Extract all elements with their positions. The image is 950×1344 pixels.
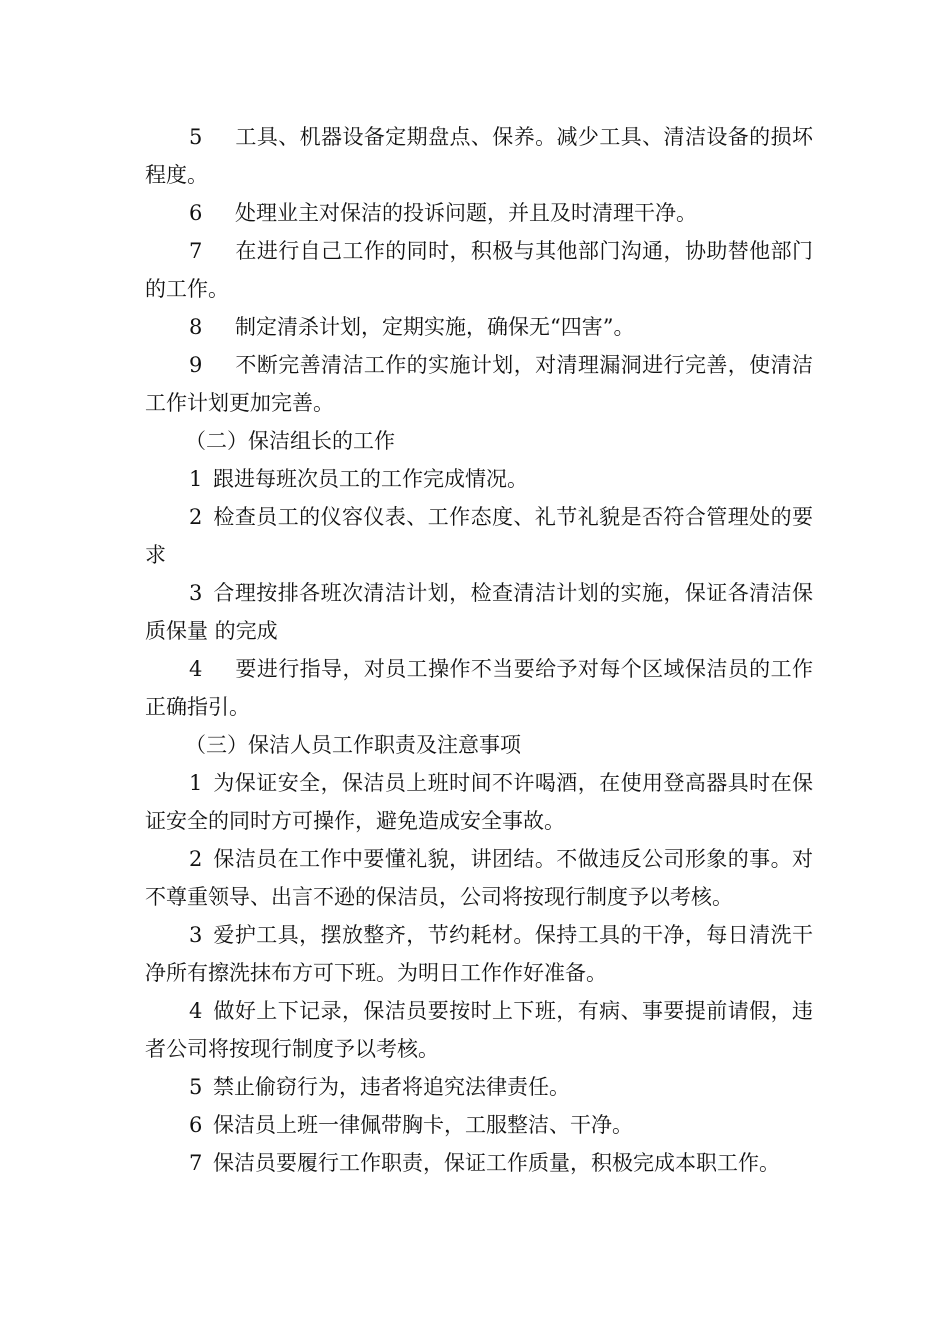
item-text: 保洁员在工作中要懂礼貌，讲团结。不做违反公司形象的事。对不尊重领导、出言不逊的保洁员，公司将按现行制度予以考核。 xyxy=(145,847,813,909)
paragraph-item-9 xyxy=(145,346,813,422)
item-number: 2 xyxy=(189,505,203,529)
item-text: 为保证安全，保洁员上班时间不许喝酒，在使用登高器具时在保证安全的同时方可操作，避免造成安全事故。 xyxy=(145,771,813,833)
item-text: 合理按排各班次清洁计划，检查清洁计划的实施，保证各清洁保质保量 的完成 xyxy=(145,581,813,643)
item-number: 1 xyxy=(189,467,203,491)
item-text: 禁止偷窃行为，违者将追究法律责任。 xyxy=(213,1075,570,1099)
item-text: 做好上下记录，保洁员要按时上下班，有病、事要提前请假，违者公司将按现行制度予以考核。 xyxy=(145,999,813,1061)
item-number: 6 xyxy=(189,201,203,225)
item-text: 制定清杀计划，定期实施，确保无“四害”。 xyxy=(235,315,635,339)
paragraph-leader-3 xyxy=(145,574,813,650)
item-text: 不断完善清洁工作的实施计划，对清理漏洞进行完善，使清洁工作计划更加完善。 xyxy=(145,353,813,415)
paragraph-staff-6 xyxy=(145,1106,813,1144)
paragraph-leader-1 xyxy=(145,460,813,498)
paragraph-staff-5 xyxy=(145,1068,813,1106)
item-number: 4 xyxy=(189,657,203,681)
item-number: 9 xyxy=(189,353,203,377)
item-text: 爱护工具，摆放整齐，节约耗材。保持工具的干净，每日清洗干净所有擦洗抹布方可下班。为明日工作作好准备。 xyxy=(145,923,813,985)
item-text: 要进行指导，对员工操作不当要给予对每个区域保洁员的工作正确指引。 xyxy=(145,657,813,719)
paragraph-staff-7 xyxy=(145,1144,813,1182)
item-number: 7 xyxy=(189,239,203,263)
item-number: 7 xyxy=(189,1151,203,1175)
item-number: 8 xyxy=(189,315,203,339)
item-text: 处理业主对保洁的投诉问题，并且及时清理干净。 xyxy=(235,201,697,225)
item-text: 保洁员要履行工作职责，保证工作质量，积极完成本职工作。 xyxy=(213,1151,780,1175)
item-text: 工具、机器设备定期盘点、保养。减少工具、清洁设备的损坏程度。 xyxy=(145,125,813,187)
paragraph-leader-4 xyxy=(145,650,813,726)
paragraph-leader-2 xyxy=(145,498,813,574)
item-number: 3 xyxy=(189,923,203,947)
item-number: 1 xyxy=(189,771,203,795)
paragraph-item-5 xyxy=(145,118,813,194)
item-number: 4 xyxy=(189,999,203,1023)
paragraph-item-7 xyxy=(145,232,813,308)
paragraph-staff-3 xyxy=(145,916,813,992)
item-text: 跟进每班次员工的工作完成情况。 xyxy=(213,467,528,491)
paragraph-item-8 xyxy=(145,308,813,346)
section-heading-3: （三）保洁人员工作职责及注意事项 xyxy=(185,733,521,757)
document-body xyxy=(145,118,813,1182)
paragraph-staff-1 xyxy=(145,764,813,840)
paragraph-staff-4 xyxy=(145,992,813,1068)
item-number: 5 xyxy=(189,1075,203,1099)
paragraph-item-6 xyxy=(145,194,813,232)
item-number: 3 xyxy=(189,581,203,605)
item-number: 6 xyxy=(189,1113,203,1137)
section-heading-2: （二）保洁组长的工作 xyxy=(185,429,395,453)
item-number: 2 xyxy=(189,847,203,871)
item-text: 检查员工的仪容仪表、工作态度、礼节礼貌是否符合管理处的要求 xyxy=(145,505,813,567)
item-number: 5 xyxy=(189,125,203,149)
item-text: 在进行自己工作的同时，积极与其他部门沟通，协助替他部门的工作。 xyxy=(145,239,813,301)
item-text: 保洁员上班一律佩带胸卡，工服整洁、干净。 xyxy=(213,1113,633,1137)
paragraph-staff-2 xyxy=(145,840,813,916)
